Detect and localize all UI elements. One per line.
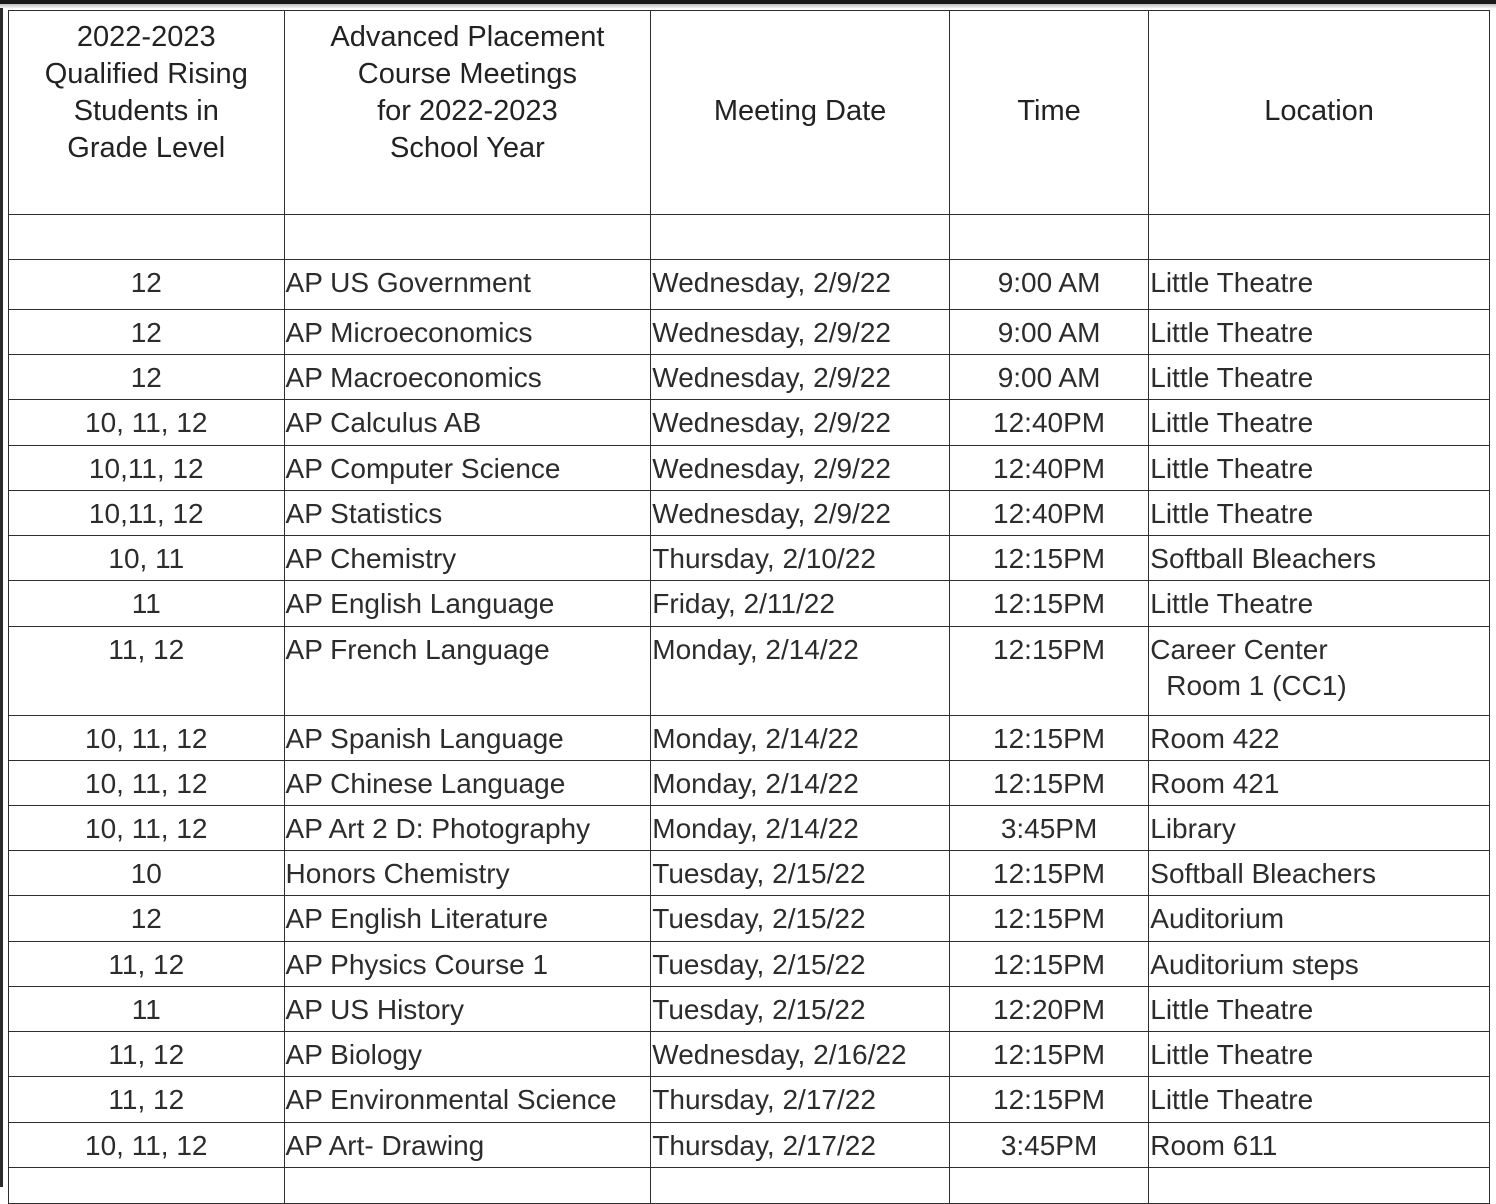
grade-level-cell-text: 11, 12 xyxy=(108,1039,185,1070)
time-cell xyxy=(949,536,1148,581)
table-row xyxy=(9,1077,1490,1123)
meeting-date-cell xyxy=(651,355,950,400)
header-grade-level xyxy=(9,11,285,215)
meeting-date-cell xyxy=(651,446,950,491)
grade-level-cell-text: 10, 11, 12 xyxy=(85,1130,208,1161)
header-course-line: Advanced Placement xyxy=(330,21,605,53)
grade-level-cell xyxy=(9,1032,285,1077)
location-cell-text: Little Theatre xyxy=(1150,362,1314,393)
time-cell xyxy=(949,896,1148,942)
blank-cell xyxy=(651,215,950,260)
location-cell-text: Softball Bleachers xyxy=(1150,543,1376,574)
grade-level-cell-text: 11 xyxy=(131,588,161,619)
location-cell xyxy=(1149,491,1490,536)
meeting-date-cell-text: Thursday, 2/10/22 xyxy=(652,543,876,574)
meeting-date-cell-text: Monday, 2/14/22 xyxy=(652,768,859,799)
course-cell-text: AP US History xyxy=(285,994,464,1025)
grade-level-cell-text: 10, 11, 12 xyxy=(85,813,208,844)
grade-level-cell-text: 10, 11, 12 xyxy=(85,723,208,754)
meeting-date-cell-text: Thursday, 2/17/22 xyxy=(652,1084,876,1115)
grade-level-cell xyxy=(9,260,285,310)
time-cell-text: 12:15PM xyxy=(993,858,1106,889)
course-cell-text: AP French Language xyxy=(285,634,550,665)
table-row xyxy=(9,355,1490,400)
location-cell-text: Little Theatre xyxy=(1150,267,1314,298)
time-cell xyxy=(949,851,1148,896)
course-cell-text: AP Art 2 D: Photography xyxy=(285,813,591,844)
course-cell xyxy=(284,716,651,761)
location-cell xyxy=(1149,1077,1490,1123)
grade-level-cell xyxy=(9,581,285,627)
location-cell xyxy=(1149,627,1490,716)
course-cell xyxy=(284,446,651,491)
meeting-date-cell xyxy=(651,310,950,355)
location-cell xyxy=(1149,761,1490,806)
time-cell-text: 12:15PM xyxy=(993,949,1106,980)
header-row xyxy=(9,11,1490,215)
grade-level-cell-text: 11 xyxy=(131,994,161,1025)
table-row xyxy=(9,260,1490,310)
grade-level-cell-text: 11, 12 xyxy=(108,949,185,980)
blank-cell xyxy=(651,1168,950,1204)
time-cell xyxy=(949,260,1148,310)
window-left-edge xyxy=(0,8,3,1187)
location-cell xyxy=(1149,942,1490,987)
meeting-date-cell xyxy=(651,851,950,896)
time-cell-text: 12:15PM xyxy=(993,723,1106,754)
grade-level-cell xyxy=(9,310,285,355)
table-row xyxy=(9,536,1490,581)
grade-level-cell-text: 12 xyxy=(130,362,162,393)
blank-cell xyxy=(284,1168,651,1204)
blank-cell xyxy=(949,215,1148,260)
grade-level-cell-text: 10, 11, 12 xyxy=(85,768,208,799)
table-row xyxy=(9,987,1490,1032)
meeting-date-cell xyxy=(651,627,950,716)
course-cell xyxy=(284,1123,651,1168)
location-cell-text: Auditorium xyxy=(1150,903,1285,934)
blank-cell xyxy=(1149,215,1490,260)
location-cell xyxy=(1149,446,1490,491)
location-cell-text: Little Theatre xyxy=(1150,1084,1314,1115)
location-cell xyxy=(1149,260,1490,310)
table-row xyxy=(9,851,1490,896)
location-cell xyxy=(1149,1123,1490,1168)
location-cell xyxy=(1149,987,1490,1032)
location-cell-text: Little Theatre xyxy=(1150,1039,1314,1070)
location-cell-text: Little Theatre xyxy=(1150,407,1314,438)
time-cell xyxy=(949,1032,1148,1077)
course-cell-text: Honors Chemistry xyxy=(285,858,510,889)
time-cell xyxy=(949,942,1148,987)
course-cell xyxy=(284,627,651,716)
time-cell-text: 12:15PM xyxy=(993,903,1106,934)
grade-level-cell xyxy=(9,536,285,581)
time-cell-text: 12:40PM xyxy=(993,498,1106,529)
grade-level-cell-text: 11, 12 xyxy=(108,1084,185,1115)
course-cell-text: AP Chemistry xyxy=(285,543,457,574)
time-cell-text: 12:40PM xyxy=(993,453,1106,484)
time-cell xyxy=(949,310,1148,355)
course-cell-text: AP English Literature xyxy=(285,903,549,934)
table-row xyxy=(9,806,1490,851)
header-time: Time xyxy=(949,11,1148,215)
location-cell-text: Little Theatre xyxy=(1150,317,1314,348)
header-grade-line: Students in xyxy=(73,95,219,127)
location-cell-text: Room 422 xyxy=(1150,723,1280,754)
course-cell xyxy=(284,806,651,851)
meeting-date-cell-text: Friday, 2/11/22 xyxy=(652,588,835,619)
course-cell xyxy=(284,310,651,355)
location-cell-text: Little Theatre xyxy=(1150,994,1314,1025)
time-cell xyxy=(949,806,1148,851)
grade-level-cell-text: 12 xyxy=(130,267,162,298)
time-cell-text: 12:15PM xyxy=(993,1039,1106,1070)
meeting-date-cell-text: Wednesday, 2/9/22 xyxy=(652,453,891,484)
course-cell xyxy=(284,851,651,896)
table-row xyxy=(9,581,1490,627)
time-cell-text: 12:15PM xyxy=(993,543,1106,574)
course-cell-text: AP Physics Course 1 xyxy=(285,949,549,980)
blank-cell xyxy=(1149,1168,1490,1204)
location-cell xyxy=(1149,716,1490,761)
course-cell-text: AP Art- Drawing xyxy=(285,1130,485,1161)
grade-level-cell xyxy=(9,1077,285,1123)
header-course-line: for 2022-2023 xyxy=(377,95,558,127)
blank-cell xyxy=(9,215,285,260)
table-row xyxy=(9,1032,1490,1077)
table-row xyxy=(9,761,1490,806)
grade-level-cell-text: 10, 11 xyxy=(108,543,185,574)
location-cell xyxy=(1149,536,1490,581)
time-cell xyxy=(949,400,1148,446)
meeting-date-cell xyxy=(651,942,950,987)
meeting-date-cell xyxy=(651,1032,950,1077)
meeting-date-cell-text: Monday, 2/14/22 xyxy=(652,634,859,665)
location-cell-text: Room 611 xyxy=(1150,1130,1278,1161)
meeting-date-cell-text: Monday, 2/14/22 xyxy=(652,813,859,844)
location-cell-text: Little Theatre xyxy=(1150,498,1314,529)
table-row xyxy=(9,491,1490,536)
header-course xyxy=(284,11,651,215)
location-cell xyxy=(1149,400,1490,446)
table-row xyxy=(9,400,1490,446)
location-cell-text: Auditorium steps xyxy=(1150,949,1359,980)
grade-level-cell xyxy=(9,806,285,851)
course-cell-text: AP Biology xyxy=(285,1039,423,1070)
course-cell-text: AP Macroeconomics xyxy=(285,362,542,393)
time-cell xyxy=(949,627,1148,716)
time-cell xyxy=(949,761,1148,806)
location-cell xyxy=(1149,1032,1490,1077)
grade-level-cell xyxy=(9,400,285,446)
grade-level-cell xyxy=(9,851,285,896)
location-cell-text-line2: Room 1 (CC1) xyxy=(1166,670,1347,701)
time-cell xyxy=(949,1077,1148,1123)
grade-level-cell xyxy=(9,761,285,806)
time-cell xyxy=(949,446,1148,491)
grade-level-cell-text: 10 xyxy=(130,858,162,889)
meeting-date-cell xyxy=(651,806,950,851)
meeting-date-cell-text: Wednesday, 2/9/22 xyxy=(652,317,891,348)
meeting-date-cell-text: Thursday, 2/17/22 xyxy=(652,1130,876,1161)
blank-trailing-row xyxy=(9,1168,1490,1204)
header-grade-line: Qualified Rising xyxy=(44,58,248,90)
meeting-date-cell-text: Wednesday, 2/16/22 xyxy=(652,1039,907,1070)
location-cell xyxy=(1149,310,1490,355)
table-row xyxy=(9,446,1490,491)
table-row xyxy=(9,942,1490,987)
table-row xyxy=(9,896,1490,942)
meeting-date-cell xyxy=(651,1123,950,1168)
meeting-date-cell-text: Tuesday, 2/15/22 xyxy=(652,949,866,980)
time-cell-text: 9:00 AM xyxy=(997,317,1101,348)
time-cell-text: 9:00 AM xyxy=(997,267,1101,298)
time-cell xyxy=(949,987,1148,1032)
course-cell-text: AP Environmental Science xyxy=(285,1084,617,1115)
header-grade-line: Grade Level xyxy=(67,132,226,164)
meeting-date-cell xyxy=(651,987,950,1032)
table-body xyxy=(9,215,1490,1204)
course-cell xyxy=(284,355,651,400)
location-cell-text: Career Center xyxy=(1150,634,1328,665)
course-cell-text: AP Statistics xyxy=(285,498,443,529)
meeting-date-cell-text: Wednesday, 2/9/22 xyxy=(652,267,891,298)
course-cell xyxy=(284,896,651,942)
window-top-shadow xyxy=(0,4,1496,8)
table-header xyxy=(9,11,1490,215)
meeting-date-cell-text: Tuesday, 2/15/22 xyxy=(652,903,866,934)
blank-cell xyxy=(949,1168,1148,1204)
course-cell xyxy=(284,1032,651,1077)
course-cell xyxy=(284,536,651,581)
meeting-date-cell xyxy=(651,761,950,806)
table-row xyxy=(9,1123,1490,1168)
location-cell xyxy=(1149,355,1490,400)
header-course-line: Course Meetings xyxy=(357,58,578,90)
meeting-date-cell xyxy=(651,400,950,446)
grade-level-cell xyxy=(9,355,285,400)
table-row xyxy=(9,716,1490,761)
time-cell-text: 12:20PM xyxy=(993,994,1106,1025)
grade-level-cell xyxy=(9,987,285,1032)
header-course-line: School Year xyxy=(390,132,545,164)
grade-level-cell-text: 12 xyxy=(130,903,162,934)
grade-level-cell-text: 10, 11, 12 xyxy=(85,407,208,438)
location-cell xyxy=(1149,581,1490,627)
meeting-date-cell-text: Tuesday, 2/15/22 xyxy=(652,994,866,1025)
time-cell-text: 12:40PM xyxy=(993,407,1106,438)
ap-meeting-schedule-table xyxy=(8,10,1490,1204)
header-grade-line: 2022-2023 xyxy=(76,21,216,53)
grade-level-cell-text: 10,11, 12 xyxy=(88,498,204,529)
time-cell-text: 12:15PM xyxy=(993,588,1106,619)
time-cell-text: 3:45PM xyxy=(1000,813,1098,844)
course-cell xyxy=(284,987,651,1032)
time-cell xyxy=(949,491,1148,536)
grade-level-cell xyxy=(9,942,285,987)
grade-level-cell xyxy=(9,896,285,942)
meeting-date-cell xyxy=(651,536,950,581)
time-cell-text: 9:00 AM xyxy=(997,362,1101,393)
course-cell xyxy=(284,761,651,806)
meeting-date-cell xyxy=(651,716,950,761)
location-cell-text: Room 421 xyxy=(1150,768,1280,799)
location-cell-text: Library xyxy=(1150,813,1236,844)
time-cell xyxy=(949,355,1148,400)
meeting-date-cell xyxy=(651,1077,950,1123)
meeting-date-cell xyxy=(651,581,950,627)
time-cell-text: 12:15PM xyxy=(993,768,1106,799)
course-cell-text: AP US Government xyxy=(285,267,531,298)
course-cell-text: AP Calculus AB xyxy=(285,407,482,438)
time-cell-text: 12:15PM xyxy=(993,1084,1106,1115)
time-cell-text: 12:15PM xyxy=(993,634,1106,665)
grade-level-cell xyxy=(9,491,285,536)
time-cell-text: 3:45PM xyxy=(1000,1130,1098,1161)
blank-cell xyxy=(9,1168,285,1204)
grade-level-cell-text: 11, 12 xyxy=(108,634,185,665)
meeting-date-cell-text: Wednesday, 2/9/22 xyxy=(652,407,891,438)
course-cell xyxy=(284,400,651,446)
course-cell-text: AP Microeconomics xyxy=(285,317,533,348)
meeting-date-cell-text: Wednesday, 2/9/22 xyxy=(652,498,891,529)
blank-cell xyxy=(284,215,651,260)
grade-level-cell xyxy=(9,446,285,491)
location-cell xyxy=(1149,896,1490,942)
header-location: Location xyxy=(1149,11,1490,215)
meeting-date-cell-text: Monday, 2/14/22 xyxy=(652,723,859,754)
grade-level-cell-text: 10,11, 12 xyxy=(88,453,204,484)
time-cell xyxy=(949,1123,1148,1168)
meeting-date-cell xyxy=(651,260,950,310)
blank-spacer-row xyxy=(9,215,1490,260)
course-cell-text: AP Computer Science xyxy=(285,453,561,484)
time-cell xyxy=(949,581,1148,627)
course-cell xyxy=(284,491,651,536)
table-row xyxy=(9,627,1490,716)
location-cell-text: Softball Bleachers xyxy=(1150,858,1376,889)
grade-level-cell-text: 12 xyxy=(130,317,162,348)
table-row xyxy=(9,310,1490,355)
course-cell-text: AP English Language xyxy=(285,588,555,619)
time-cell xyxy=(949,716,1148,761)
course-cell xyxy=(284,942,651,987)
location-cell xyxy=(1149,806,1490,851)
header-meeting-date: Meeting Date xyxy=(651,11,950,215)
course-cell-text: AP Chinese Language xyxy=(285,768,566,799)
course-cell xyxy=(284,260,651,310)
course-cell-text: AP Spanish Language xyxy=(285,723,564,754)
location-cell-text: Little Theatre xyxy=(1150,588,1314,619)
location-cell xyxy=(1149,851,1490,896)
meeting-date-cell xyxy=(651,491,950,536)
meeting-date-cell-text: Wednesday, 2/9/22 xyxy=(652,362,891,393)
meeting-date-cell xyxy=(651,896,950,942)
course-cell xyxy=(284,581,651,627)
grade-level-cell xyxy=(9,627,285,716)
course-cell xyxy=(284,1077,651,1123)
grade-level-cell xyxy=(9,1123,285,1168)
grade-level-cell xyxy=(9,716,285,761)
meeting-date-cell-text: Tuesday, 2/15/22 xyxy=(652,858,866,889)
location-cell-text: Little Theatre xyxy=(1150,453,1314,484)
